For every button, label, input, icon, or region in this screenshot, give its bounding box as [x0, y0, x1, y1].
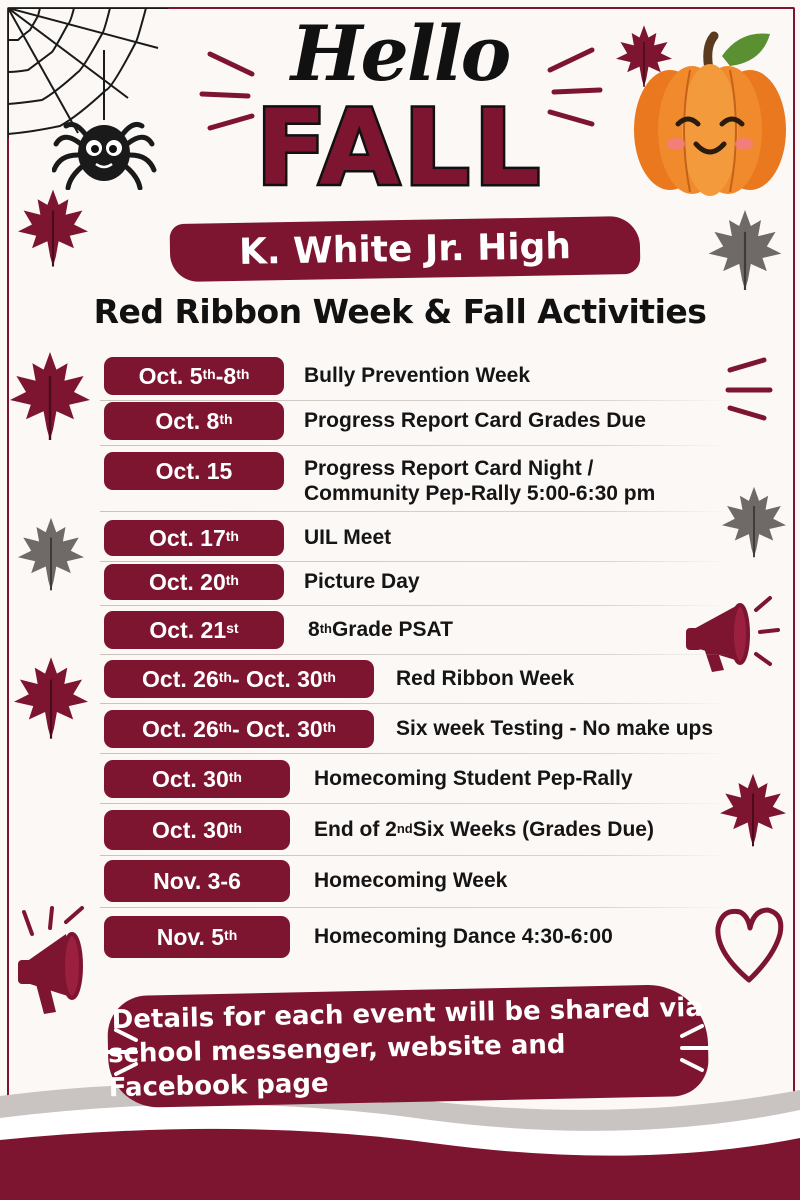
event-description [314, 860, 507, 902]
event-description [314, 760, 633, 798]
event-date-suffix: th [224, 927, 238, 943]
event-date-suffix: th [228, 769, 242, 785]
row-divider [100, 855, 730, 856]
event-description-text: Progress Report Card Grades Due [304, 409, 646, 433]
event-date-text: Oct. 30 [152, 816, 229, 843]
event-description [314, 810, 654, 850]
event-description [396, 710, 713, 748]
event-date-suffix: th [219, 411, 233, 427]
event-description-text: Red Ribbon Week [396, 667, 575, 691]
event-row [100, 710, 730, 748]
event-date [104, 760, 290, 798]
row-divider [100, 907, 730, 908]
event-date [104, 916, 290, 958]
footer-note [107, 993, 709, 1104]
row-divider [100, 511, 730, 512]
event-description-text: Homecoming Student Pep-Rally [314, 767, 633, 791]
event-description-text: Grade PSAT [331, 618, 453, 642]
event-date [104, 357, 284, 395]
event-description [396, 660, 574, 698]
event-date-text: Oct. 15 [155, 457, 233, 484]
footer-line: school messenger, website and Facebook page [107, 1029, 566, 1104]
event-date-text: - Oct. 30 [231, 665, 323, 692]
event-date-suffix: th [218, 669, 232, 685]
event-row [100, 520, 730, 556]
row-divider [100, 445, 730, 446]
event-date-text: Oct. 26 [142, 715, 219, 742]
event-date-suffix: th [225, 572, 239, 588]
event-date-text: Oct. 30 [152, 765, 229, 792]
event-date [104, 520, 284, 556]
event-date-suffix: th [228, 820, 242, 836]
event-date-text: Oct. 5 [138, 362, 203, 389]
event-date-text: Oct. 21 [149, 616, 227, 643]
event-description-text: Progress Report Card Night / [304, 456, 594, 480]
event-description-text: Homecoming Week [314, 869, 508, 893]
event-date-text: Nov. 5 [156, 923, 225, 950]
event-date-text: -8 [215, 362, 237, 389]
event-description-text: Homecoming Dance 4:30-6:00 [314, 925, 613, 949]
event-row [100, 402, 730, 440]
event-description-text: Six week Testing - No make ups [396, 717, 714, 741]
event-description [308, 611, 453, 649]
footer-line: Details for each event will be shared via [111, 993, 704, 1036]
event-row [100, 810, 730, 850]
event-description [304, 520, 391, 556]
event-row [100, 611, 730, 649]
event-row [100, 357, 730, 395]
row-divider [100, 400, 730, 401]
event-row [100, 564, 730, 600]
event-row [100, 452, 730, 505]
event-date [104, 710, 374, 748]
event-date-suffix: th [236, 366, 250, 382]
event-date-text: Oct. 20 [149, 568, 226, 595]
event-description-text: 8 [308, 618, 320, 642]
greeting-title: Hello [290, 9, 510, 98]
event-description [304, 454, 655, 508]
row-divider [100, 605, 730, 606]
event-date-text: - Oct. 30 [231, 715, 323, 742]
event-date-text: Nov. 3-6 [153, 867, 241, 894]
event-date [104, 402, 284, 440]
event-date-suffix: th [218, 719, 232, 735]
row-divider [100, 803, 730, 804]
event-row [100, 916, 730, 958]
event-description-text: Bully Prevention Week [304, 364, 531, 388]
event-date-suffix: th [225, 528, 239, 544]
event-description-text: Picture Day [304, 570, 420, 594]
event-date-suffix: th [322, 719, 336, 735]
season-title: FALL [255, 87, 545, 209]
event-description-text: Six Weeks (Grades Due) [412, 818, 654, 842]
row-divider [100, 561, 730, 562]
event-description-text: UIL Meet [304, 526, 392, 550]
event-description-text: End of 2 [314, 818, 397, 842]
event-date [104, 660, 374, 698]
event-description-suffix: nd [396, 821, 413, 837]
event-date [104, 810, 290, 850]
event-description-text: Community Pep-Rally 5:00-6:30 pm [304, 482, 656, 505]
page-subtitle: Red Ribbon Week & Fall Activities [93, 292, 707, 331]
row-divider [100, 753, 730, 754]
event-row [100, 860, 730, 902]
event-row [100, 660, 730, 698]
event-description [304, 564, 420, 600]
event-description-suffix: th [319, 621, 332, 637]
event-date-suffix: th [322, 669, 336, 685]
event-date [104, 611, 284, 649]
event-row [100, 760, 730, 798]
event-date [104, 452, 284, 490]
event-date-text: Oct. 17 [149, 524, 226, 551]
row-divider [100, 703, 730, 704]
row-divider [100, 654, 730, 655]
school-name: K. White Jr. High [238, 225, 572, 273]
event-date-suffix: th [202, 366, 216, 382]
event-date [104, 564, 284, 600]
event-description [304, 357, 530, 395]
event-date-text: Oct. 8 [155, 407, 220, 434]
event-date-text: Oct. 26 [142, 665, 219, 692]
event-date [104, 860, 290, 902]
event-description [304, 402, 646, 440]
event-description [314, 916, 613, 958]
event-date-suffix: st [226, 620, 239, 636]
